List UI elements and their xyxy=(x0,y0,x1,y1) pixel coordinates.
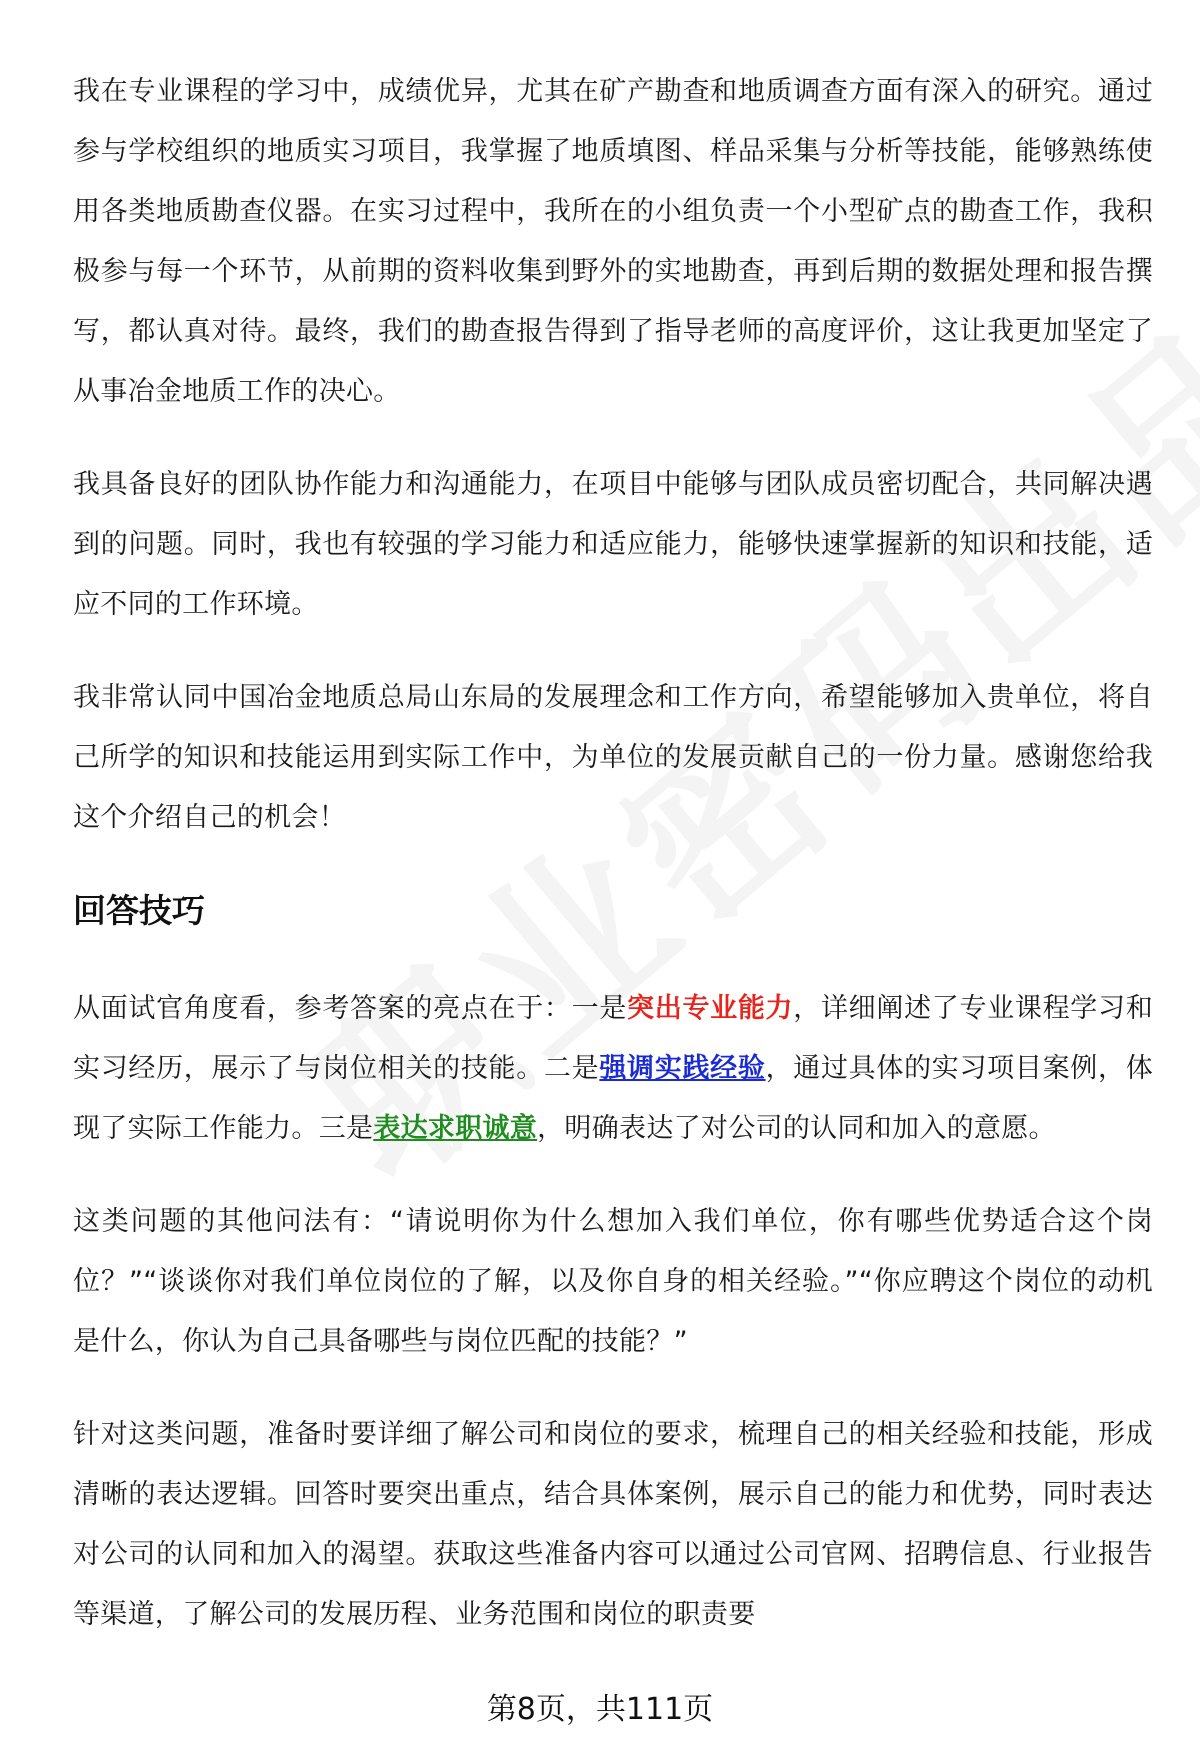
paragraph-tips xyxy=(73,979,1153,1159)
paragraph-preparation: 针对这类问题，准备时要详细了解公司和岗位的要求，梳理自己的相关经验和技能，形成清晰的表达逻辑。回答时要突出重点，结合具体案例，展示自己的能力和优势，同时表达对公司的认同和加入的渴望。获取这些准备内容可以通过公司官网、招聘信息、行业报告等渠道，了解公司的发展历程、业务范围和岗位的职责要 xyxy=(73,1419,1153,1630)
tips-text-1: 从面试官角度看，参考答案的亮点在于：一是 xyxy=(73,993,628,1024)
paragraph-alternate-questions: 这类问题的其他问法有：“请说明你为什么想加入我们单位，你有哪些优势适合这个岗位？”“谈谈你对我们单位岗位的了解，以及你自身的相关经验。”“你应聘这个岗位的动机是什么，你认为自己具备哪些与岗位匹配的技能？” xyxy=(73,1206,1153,1357)
section-heading: 回答技巧 xyxy=(73,891,205,930)
paragraph-motivation: 我非常认同中国冶金地质总局山东局的发展理念和工作方向，希望能够加入贵单位，将自己所学的知识和技能运用到实际工作中，为单位的发展贡献自己的一份力量。感谢您给我这个介绍自己的机会！ xyxy=(73,682,1153,833)
paragraph-teamwork: 我具备良好的团队协作能力和沟通能力，在项目中能够与团队成员密切配合，共同解决遇到的问题。同时，我也有较强的学习能力和适应能力，能够快速掌握新的知识和技能，适应不同的工作环境。 xyxy=(73,469,1153,620)
page-footer: 第8页，共111页 xyxy=(486,1692,714,1727)
highlight-professional-ability: 突出专业能力 xyxy=(627,993,794,1024)
paragraph-study-experience: 我在专业课程的学习中，成绩优异，尤其在矿产勘查和地质调查方面有深入的研究。通过参与学校组织的地质实习项目，我掌握了地质填图、样品采集与分析等技能，能够熟练使用各类地质勘查仪器。在实习过程中，我所在的小组负责一个小型矿点的勘查工作，我积极参与每一个环节，从前期的资料收集到野外的实地勘查，再到后期的数据处理和报告撰写，都认真对待。最终，我们的勘查报告得到了指导老师的高度评价，这让我更加坚定了从事冶金地质工作的决心。 xyxy=(73,76,1153,407)
tips-text-4: ，明确表达了对公司的认同和加入的意愿。 xyxy=(537,1113,1056,1144)
tips-text-2: ，详细阐述了专业课程学习和实习经历，展示了与岗位相关的技能。二是 xyxy=(73,993,1153,1084)
tips-text-3: ，通过具体的实习项目案例，体现了实际工作能力。三是 xyxy=(73,1053,1153,1144)
highlight-practical-experience: 强调实践经验 xyxy=(599,1053,766,1084)
document-page xyxy=(73,62,1153,1678)
highlight-sincerity: 表达求职诚意 xyxy=(373,1113,538,1144)
